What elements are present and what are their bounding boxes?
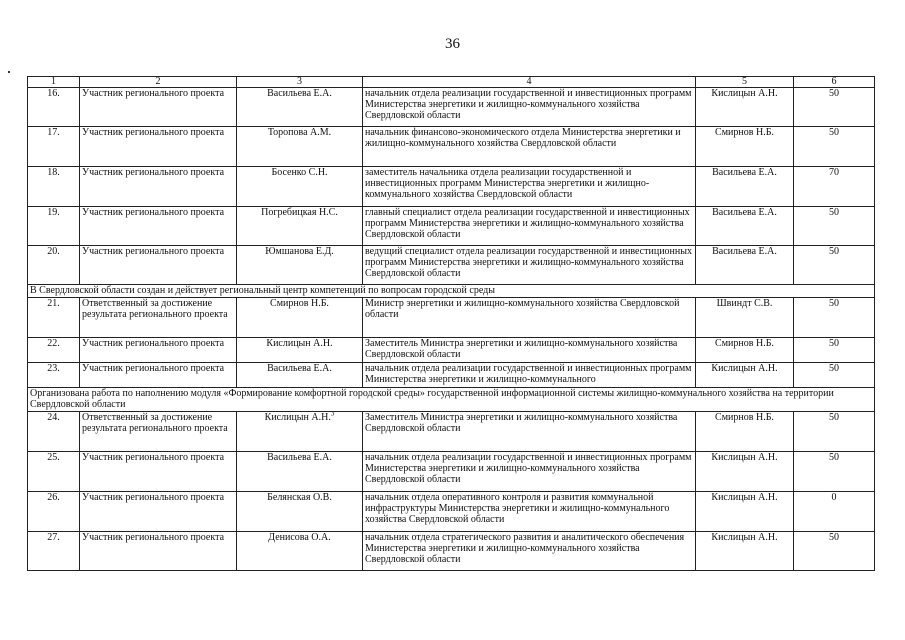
role-cell: Участник регионального проекта [80, 363, 237, 388]
table-row [28, 167, 875, 207]
position-cell: начальник отдела реализации государственной и инвестиционных программ Министерства энергетики и жилищно-коммунального хозяйства Свердловской области [363, 88, 696, 127]
header-cell: 1 [28, 77, 80, 88]
role-cell: Участник регионального проекта [80, 452, 237, 492]
header-cell: 2 [80, 77, 237, 88]
row-number: 21. [28, 298, 80, 338]
role-cell: Ответственный за достижение результата регионального проекта [80, 298, 237, 338]
position-cell: начальник финансово-экономического отдела Министерства энергетики и жилищно-коммунального хозяйства Свердловской области [363, 127, 696, 167]
position-cell: Заместитель Министра энергетики и жилищно-коммунального хозяйства Свердловской области [363, 412, 696, 452]
name-cell: Смирнов Н.Б. [237, 298, 363, 338]
supervisor-cell: Кислицын А.Н. [696, 88, 794, 127]
role-cell: Участник регионального проекта [80, 127, 237, 167]
role-cell: Участник регионального проекта [80, 338, 237, 363]
percent-cell: 0 [794, 492, 875, 532]
table-row [28, 88, 875, 127]
name-cell: Васильева Е.А. [237, 452, 363, 492]
row-number: 17. [28, 127, 80, 167]
position-cell: начальник отдела оперативного контроля и развития коммунальной инфраструктуры Министерства энергетики и жилищно-коммунального хозяйства Свердловской области [363, 492, 696, 532]
section-row [28, 388, 875, 412]
row-number: 22. [28, 338, 80, 363]
name-cell [237, 412, 363, 452]
table-row [28, 532, 875, 571]
responsibility-table [27, 76, 875, 571]
table-header-row [28, 77, 875, 88]
role-cell: Участник регионального проекта [80, 532, 237, 571]
footnote-marker: 3 [330, 411, 335, 418]
row-number: 23. [28, 363, 80, 388]
table-row [28, 492, 875, 532]
role-cell: Участник регионального проекта [80, 492, 237, 532]
supervisor-cell: Кислицын А.Н. [696, 452, 794, 492]
table-row [28, 246, 875, 285]
percent-cell: 50 [794, 452, 875, 492]
position-cell: начальник отдела реализации государственной и инвестиционных программ Министерства энергетики и жилищно-коммунального хозяйства Свердловской области [363, 452, 696, 492]
row-number: 26. [28, 492, 80, 532]
name-cell: Денисова О.А. [237, 532, 363, 571]
row-number: 20. [28, 246, 80, 285]
section-row [28, 285, 875, 298]
row-number: 27. [28, 532, 80, 571]
row-number: 16. [28, 88, 80, 127]
header-cell: 5 [696, 77, 794, 88]
stray-dot [8, 71, 10, 73]
role-cell: Участник регионального проекта [80, 207, 237, 246]
supervisor-cell: Смирнов Н.Б. [696, 412, 794, 452]
percent-cell: 50 [794, 246, 875, 285]
row-number: 19. [28, 207, 80, 246]
table-row [28, 412, 875, 452]
table-row [28, 338, 875, 363]
position-cell: начальник отдела реализации государственной и инвестиционных программ Министерства энергетики и жилищно-коммунального [363, 363, 696, 388]
supervisor-cell: Васильева Е.А. [696, 207, 794, 246]
table-row [28, 127, 875, 167]
row-number: 24. [28, 412, 80, 452]
position-cell: начальник отдела стратегического развития и аналитического обеспечения Министерства энергетики и жилищно-коммунального хозяйства Свердловской области [363, 532, 696, 571]
name-text: Кислицын А.Н. [264, 412, 331, 423]
section-heading: В Свердловской области создан и действует региональный центр компетенций по вопросам городской среды [28, 285, 875, 298]
role-cell: Участник регионального проекта [80, 167, 237, 207]
position-cell: ведущий специалист отдела реализации государственной и инвестиционных программ Министерства энергетики и жилищно-коммунального хозяйства Свердловской области [363, 246, 696, 285]
percent-cell: 70 [794, 167, 875, 207]
name-cell: Васильева Е.А. [237, 363, 363, 388]
percent-cell: 50 [794, 363, 875, 388]
supervisor-cell: Смирнов Н.Б. [696, 338, 794, 363]
header-cell: 4 [363, 77, 696, 88]
supervisor-cell: Кислицын А.Н. [696, 363, 794, 388]
row-number: 18. [28, 167, 80, 207]
percent-cell: 50 [794, 207, 875, 246]
header-cell: 3 [237, 77, 363, 88]
supervisor-cell: Швиндт С.В. [696, 298, 794, 338]
supervisor-cell: Кислицын А.Н. [696, 492, 794, 532]
table-row [28, 452, 875, 492]
name-cell: Белянская О.В. [237, 492, 363, 532]
section-heading: Организована работа по наполнению модуля «Формирование комфортной городской среды» государственной информационной системы жилищно-коммунального хозяйства на территории Свердловской области [28, 388, 875, 412]
name-cell: Погребицкая Н.С. [237, 207, 363, 246]
percent-cell: 50 [794, 298, 875, 338]
name-cell: Босенко С.Н. [237, 167, 363, 207]
position-cell: заместитель начальника отдела реализации государственной и инвестиционных программ Министерства энергетики и жилищно-коммунального хозяйства Свердловской области [363, 167, 696, 207]
table-row [28, 207, 875, 246]
percent-cell: 50 [794, 338, 875, 363]
percent-cell: 50 [794, 127, 875, 167]
header-cell: 6 [794, 77, 875, 88]
page-number: 36 [445, 36, 460, 52]
role-cell: Участник регионального проекта [80, 88, 237, 127]
table-row [28, 298, 875, 338]
supervisor-cell: Смирнов Н.Б. [696, 127, 794, 167]
position-cell: главный специалист отдела реализации государственной и инвестиционных программ Министерства энергетики и жилищно-коммунального хозяйства Свердловской области [363, 207, 696, 246]
percent-cell: 50 [794, 88, 875, 127]
percent-cell: 50 [794, 532, 875, 571]
supervisor-cell: Васильева Е.А. [696, 246, 794, 285]
percent-cell: 50 [794, 412, 875, 452]
role-cell: Участник регионального проекта [80, 246, 237, 285]
role-cell: Ответственный за достижение результата регионального проекта [80, 412, 237, 452]
position-cell: Заместитель Министра энергетики и жилищно-коммунального хозяйства Свердловской области [363, 338, 696, 363]
name-cell: Васильева Е.А. [237, 88, 363, 127]
name-cell: Кислицын А.Н. [237, 338, 363, 363]
row-number: 25. [28, 452, 80, 492]
position-cell: Министр энергетики и жилищно-коммунального хозяйства Свердловской области [363, 298, 696, 338]
supervisor-cell: Кислицын А.Н. [696, 532, 794, 571]
name-cell: Торопова А.М. [237, 127, 363, 167]
table-row [28, 363, 875, 388]
name-cell: Юмшанова Е.Д. [237, 246, 363, 285]
supervisor-cell: Васильева Е.А. [696, 167, 794, 207]
